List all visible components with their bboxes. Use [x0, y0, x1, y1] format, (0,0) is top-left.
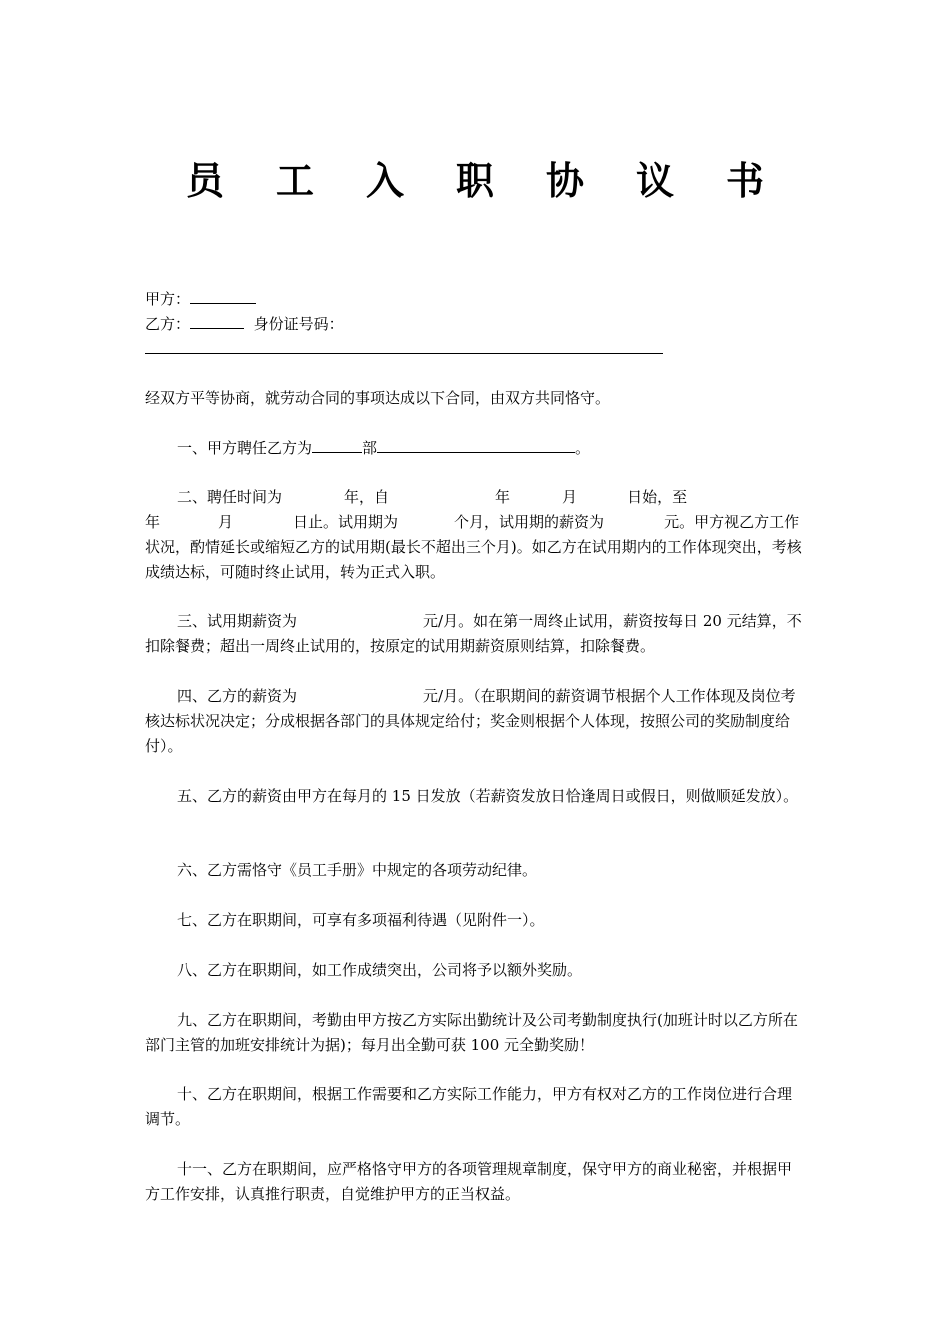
clause-2-text-j: 元。甲方视乙方工作状况，酌情延长或缩短乙方的试用期(最长不超出三个月)。如乙方在试用期内的工作体现突出，考核成绩达标，可随时终止试用，转为正式入职。 — [145, 513, 802, 581]
clause-5 — [145, 784, 805, 809]
clause-9 — [145, 1008, 805, 1058]
party-a-blank[interactable] — [190, 287, 256, 304]
clause-2-text-e: 日始，至 — [627, 488, 688, 506]
intro-paragraph — [145, 386, 610, 411]
clause-1-text-c: 。 — [575, 439, 591, 457]
clause-1-blank-department[interactable] — [377, 436, 575, 453]
title-char: 工 — [275, 158, 314, 203]
clause-6-text: 六、乙方需恪守《员工手册》中规定的各项劳动纪律。 — [177, 861, 538, 879]
clause-5-text: 五、乙方的薪资由甲方在每月的 15 日发放（若薪资发放日恰逢周日或假日，则做顺延发放）。 — [177, 787, 799, 805]
clause-2-text-h: 日止。试用期为 — [293, 513, 399, 531]
id-number-label: 身份证号码： — [253, 315, 344, 333]
clause-1-text-a: 一、甲方聘任乙方为 — [177, 439, 313, 457]
party-a-label: 甲方： — [145, 290, 191, 308]
clause-11 — [145, 1157, 805, 1207]
clause-10-text: 十、乙方在职期间，根据工作需要和乙方实际工作能力，甲方有权对乙方的工作岗位进行合理调节。 — [145, 1085, 793, 1128]
clause-2-text-d: 月 — [562, 488, 578, 506]
clause-2 — [145, 485, 805, 585]
clause-3-text-a: 三、试用期薪资为 — [177, 612, 298, 630]
title-char: 职 — [455, 158, 494, 203]
title-char: 书 — [726, 158, 765, 203]
party-b-label: 乙方： — [145, 315, 191, 333]
clause-1-text-b: 部 — [362, 439, 378, 457]
clause-7 — [145, 908, 805, 933]
title-char: 协 — [546, 158, 585, 203]
title-char: 入 — [365, 158, 404, 203]
clause-7-text: 七、乙方在职期间，可享有多项福利待遇（见附件一）。 — [177, 911, 545, 929]
clause-9-text: 九、乙方在职期间，考勤由甲方按乙方实际出勤统计及公司考勤制度执行(加班计时以乙方所在部门主管的加班安排统计为据)；每月出全勤可获 100 元全勤奖励！ — [145, 1011, 798, 1054]
clause-2-text-g: 月 — [218, 513, 234, 531]
clause-8 — [145, 958, 805, 983]
clause-6 — [145, 858, 805, 883]
clause-11-text: 十一、乙方在职期间，应严格恪守甲方的各项管理规章制度，保守甲方的商业秘密，并根据甲方工作安排，认真推行职责，自觉维护甲方的正当权益。 — [145, 1160, 793, 1203]
clause-2-text-b: 年，自 — [344, 488, 390, 506]
clause-2-text-i: 个月，试用期的薪资为 — [454, 513, 605, 531]
clause-3 — [145, 609, 805, 659]
clause-2-text-c: 年 — [495, 488, 511, 506]
clause-10 — [145, 1082, 805, 1132]
clause-4-text-a: 四、乙方的薪资为 — [177, 687, 298, 705]
clause-2-text-f: 年 — [145, 513, 161, 531]
clause-1 — [177, 436, 590, 461]
party-b-blank[interactable] — [190, 312, 244, 329]
title-char: 员 — [185, 158, 224, 203]
clause-8-text: 八、乙方在职期间，如工作成绩突出，公司将予以额外奖励。 — [177, 961, 583, 979]
title-char: 议 — [636, 158, 675, 203]
intro-text: 经双方平等协商，就劳动合同的事项达成以下合同，由双方共同恪守。 — [145, 389, 611, 407]
clause-2-text-a: 二、聘任时间为 — [177, 488, 283, 506]
clause-3-text-b: 元/月。如在第一周终止试用，薪资按每日 20 元结算，不扣除餐费；超出一周终止试用的，按原定的试用期薪资原则结算，扣除餐费。 — [145, 612, 802, 655]
clause-4-text-b: 元/月。（在职期间的薪资调节根据个人工作体现及岗位考核达标状况决定；分成根据各部门的具体规定给付；奖金则根据个人体现，按照公司的奖励制度给付）。 — [145, 687, 796, 755]
party-a-line — [145, 287, 256, 312]
party-b-line — [145, 312, 344, 337]
clause-4 — [145, 684, 805, 759]
document-title — [0, 150, 950, 205]
clause-1-blank-position[interactable] — [312, 436, 362, 453]
id-number-blank-line[interactable] — [145, 353, 663, 354]
